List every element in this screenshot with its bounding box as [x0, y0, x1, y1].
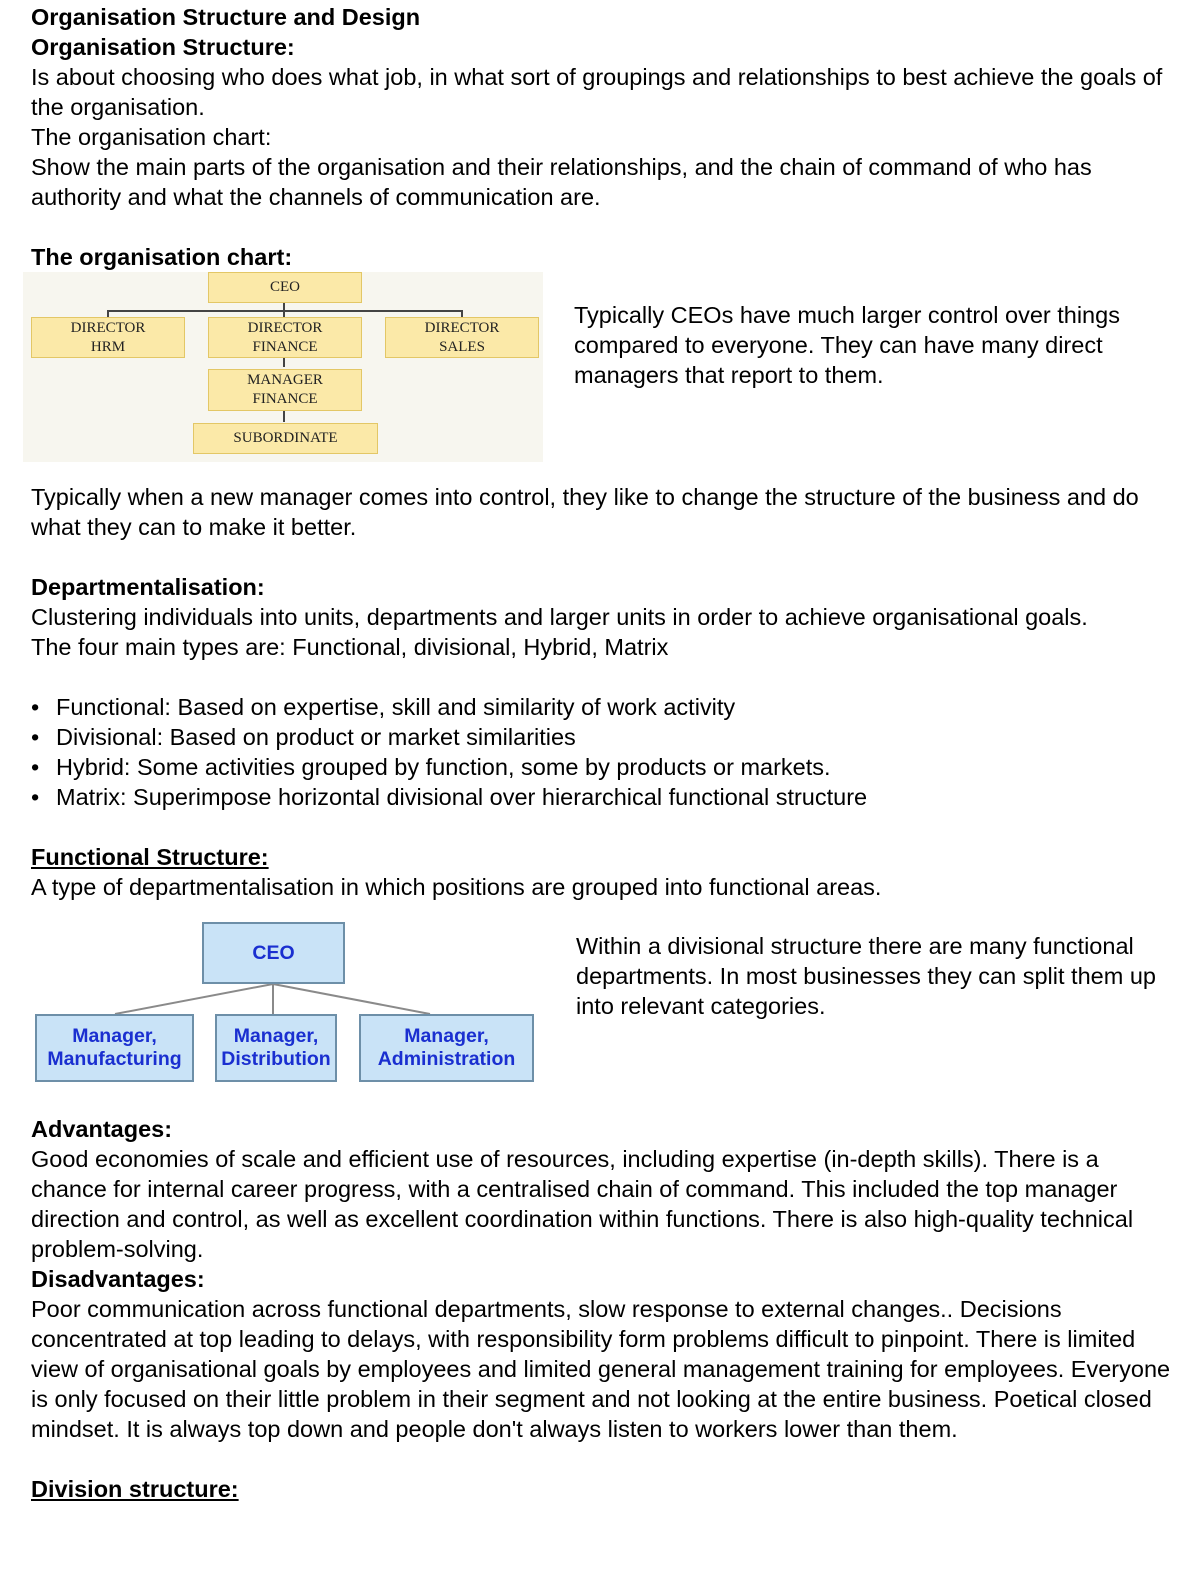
chart-box-director-finance: DIRECTOR FINANCE [208, 317, 362, 358]
bullet-icon: • [31, 754, 40, 780]
org-structure-text: Is about choosing who does what job, in what sort of groupings and relationships to best achieve the goals of the organisation. [31, 64, 1163, 120]
functional-structure-text: A type of departmentalisation in which positions are grouped into functional areas. [31, 874, 882, 900]
org-chart-section [31, 272, 1171, 482]
document-page [31, 2, 1171, 1504]
departmentalisation-types: The four main types are: Functional, divisional, Hybrid, Matrix [31, 634, 669, 660]
list-item: • Matrix: Superimpose horizontal divisional over hierarchical functional structure [31, 784, 868, 810]
chart-box-director-sales: DIRECTOR SALES [385, 317, 539, 358]
functional-box-administration: Manager, Administration [359, 1014, 534, 1082]
functional-box-ceo: CEO [202, 922, 345, 984]
disadvantages-text: Poor communication across functional departments, slow response to external changes.. Decisions concentrated at top leading to delays, with responsibility form problems difficult to pinpoint. There is limited view of organisational goals by employees and limited general management training for employees. Everyone is only focused on their little problem in their segment and not looking at the entire business. Poetical closed mindset. It is always top down and people don't always listen to workers lower than them. [31, 1296, 1171, 1442]
functional-chart-section [31, 904, 1171, 1114]
org-chart-side-text: Typically CEOs have much larger control over things compared to everyone. They can have many direct managers that report to them. [574, 302, 1120, 388]
org-chart-description: Show the main parts of the organisation and their relationships, and the chain of command of who has authority and what the channels of communication are. [31, 154, 1092, 210]
bullet-icon: • [31, 694, 40, 720]
list-item: • Functional: Based on expertise, skill and similarity of work activity [31, 694, 736, 720]
functional-chart-diagram [25, 922, 540, 1092]
departmentalisation-bullet-list [31, 692, 1171, 812]
functional-box-distribution: Manager, Distribution [215, 1014, 337, 1082]
list-item: • Divisional: Based on product or market similarities [31, 724, 576, 750]
chart-box-manager-finance: MANAGER FINANCE [208, 369, 362, 411]
bullet-icon: • [31, 784, 40, 810]
org-structure-heading: Organisation Structure: [31, 34, 295, 60]
departmentalisation-heading: Departmentalisation: [31, 574, 265, 600]
advantages-text: Good economies of scale and efficient use of resources, including expertise (in-depth skills). There is a chance for internal career progress, with a centralised chain of command. This included the top manager direction and control, as well as excellent coordination within functions. There is also high-quality technical problem-solving. [31, 1146, 1134, 1262]
division-structure-heading: Division structure: [31, 1476, 239, 1502]
new-manager-text: Typically when a new manager comes into control, they like to change the structure of the business and do what they can to make it better. [31, 484, 1139, 540]
org-chart-diagram [23, 272, 543, 462]
bullet-icon: • [31, 724, 40, 750]
disadvantages-heading: Disadvantages: [31, 1266, 205, 1292]
list-item: • Hybrid: Some activities grouped by function, some by products or markets. [31, 754, 831, 780]
org-chart-label: The organisation chart: [31, 124, 272, 150]
org-chart-heading: The organisation chart: [31, 244, 293, 270]
chart-box-ceo: CEO [208, 272, 362, 303]
advantages-heading: Advantages: [31, 1116, 173, 1142]
functional-side-text: Within a divisional structure there are many functional departments. In most businesses they can split them up into relevant categories. [576, 933, 1156, 1019]
chart-box-subordinate: SUBORDINATE [193, 423, 378, 454]
document-title: Organisation Structure and Design [31, 4, 421, 30]
chart-box-director-hrm: DIRECTOR HRM [31, 317, 185, 358]
departmentalisation-text: Clustering individuals into units, departments and larger units in order to achieve organisational goals. [31, 604, 1088, 630]
functional-box-manufacturing: Manager, Manufacturing [35, 1014, 194, 1082]
functional-structure-heading: Functional Structure: [31, 844, 269, 870]
